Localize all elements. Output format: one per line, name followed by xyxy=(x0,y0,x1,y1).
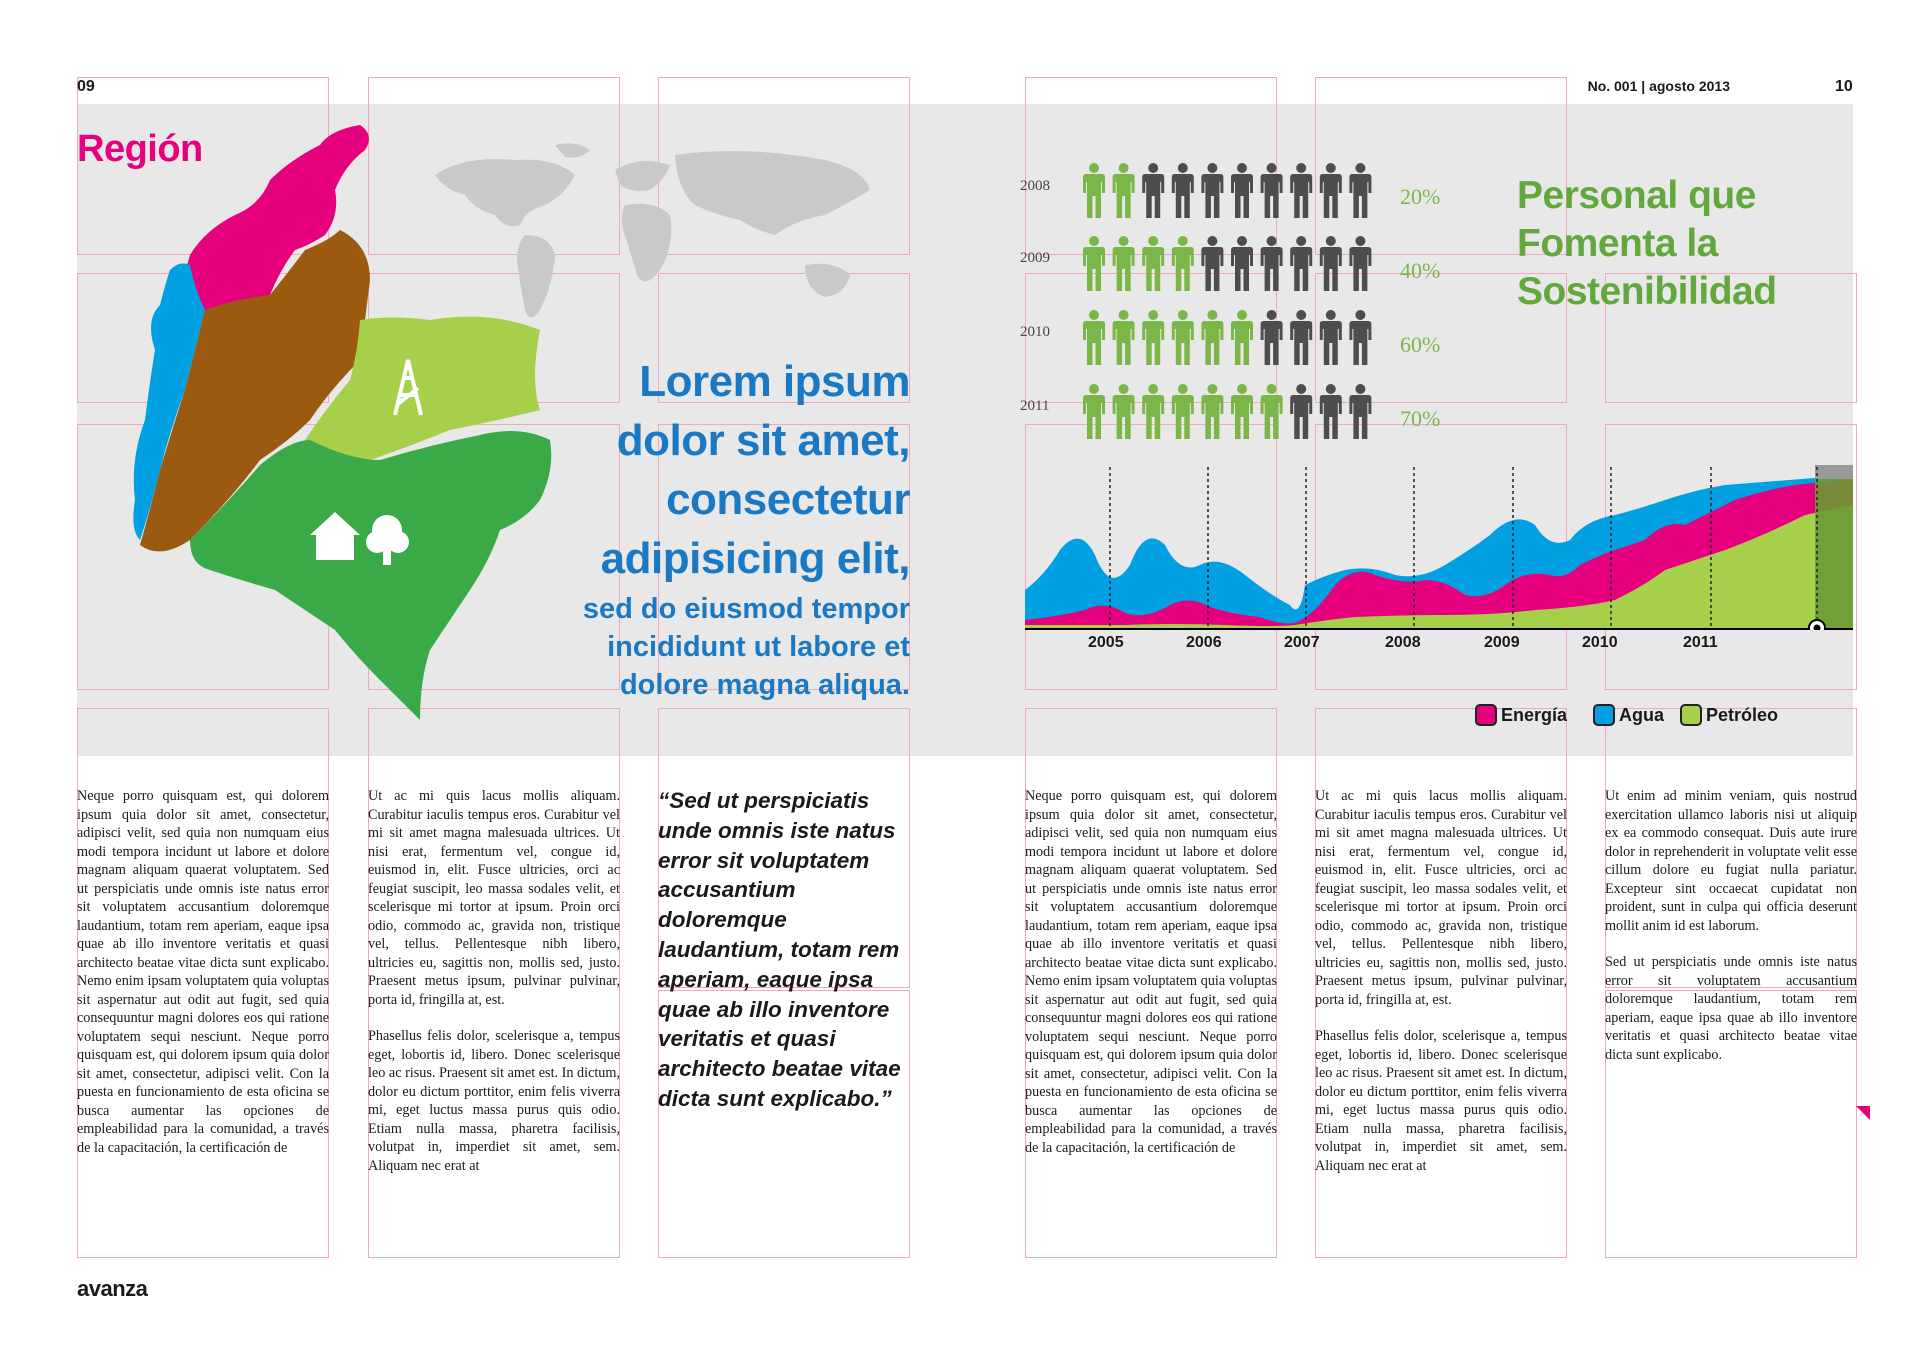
headline-line: Lorem ipsum xyxy=(639,357,910,406)
person-icon xyxy=(1172,384,1194,439)
person-icon xyxy=(1320,384,1342,439)
person-icon xyxy=(1261,163,1283,218)
person-icon xyxy=(1113,384,1135,439)
x-tick-label: 2010 xyxy=(1582,634,1618,651)
person-icon xyxy=(1231,310,1253,365)
person-icon xyxy=(1290,310,1312,365)
x-tick-label: 2011 xyxy=(1683,634,1718,651)
person-icon xyxy=(1142,310,1164,365)
legend-label: Petróleo xyxy=(1706,704,1779,725)
person-icon xyxy=(1142,384,1164,439)
person-icon xyxy=(1231,384,1253,439)
person-icon xyxy=(1349,310,1371,365)
infographic-title xyxy=(1517,172,1817,316)
pictogram-value-label: 70% xyxy=(1400,406,1441,431)
person-icon xyxy=(1142,236,1164,291)
body-paragraph: Sed ut perspiciatis unde omnis iste natus error sit voluptatem accusantium doloremque laudantium, totam rem aperiam, eaque ipsa quae ab illo inventore veritatis et quasi architecto beatae vitae dicta sunt explicabo. xyxy=(1605,954,1857,1063)
right-page-number: 10 xyxy=(1835,78,1853,95)
legend-swatch xyxy=(1475,704,1497,726)
pictogram-value-label: 60% xyxy=(1400,332,1441,357)
person-icon xyxy=(1172,310,1194,365)
left-text-column-1 xyxy=(77,787,329,1157)
person-icon xyxy=(1349,384,1371,439)
person-icon xyxy=(1113,310,1135,365)
pictogram-year: 2009 xyxy=(1020,250,1050,266)
area-chart-shade xyxy=(1815,465,1853,630)
body-paragraph: Ut ac mi quis lacus mollis aliquam. Curabitur iaculis tempus eros. Curabitur vel mi sit amet magna malesuada ultrices. Ut nisi erat, fermentum vel, congue id, euismod in, elit. Fusce ultricies, orci ac feugiat suscipit, leo massa sodales velit, et scelerisque mi tortor at ipsum. Proin orci odio, commodo ac, gravida non, tristique vel, tellus. Pellentesque nibh libero, ultricies eu, sagittis non, mollis sed, justo. Praesent metus ipsum, pulvinar pulvinar, porta id, fringilla at, est. xyxy=(368,788,620,1008)
person-icon xyxy=(1083,384,1105,439)
person-icon xyxy=(1231,163,1253,218)
section-title: Región xyxy=(77,128,203,170)
pictogram-year: 2010 xyxy=(1020,324,1050,340)
x-tick-label: 2007 xyxy=(1284,634,1320,651)
headline-line: adipisicing elit, xyxy=(600,534,910,583)
left-text-column-2 xyxy=(368,787,620,1175)
person-icon xyxy=(1261,236,1283,291)
person-icon xyxy=(1231,236,1253,291)
title-line: Personal que xyxy=(1517,174,1756,217)
legend-swatch xyxy=(1680,704,1702,726)
headline-line: consectetur xyxy=(666,475,910,524)
subhead-line: sed do eiusmod tempor xyxy=(582,593,910,625)
legend-item-energia xyxy=(1475,704,1567,726)
person-icon xyxy=(1113,236,1135,291)
left-page-number: 09 xyxy=(77,78,95,95)
region-map xyxy=(130,120,570,740)
person-icon xyxy=(1290,163,1312,218)
x-tick-label: 2006 xyxy=(1186,634,1222,651)
end-mark-icon xyxy=(1856,1106,1870,1120)
person-icon xyxy=(1349,163,1371,218)
pictogram-year: 2011 xyxy=(1020,398,1050,414)
area-chart-top-shade xyxy=(1815,465,1853,479)
person-icon xyxy=(1201,310,1223,365)
person-icon xyxy=(1201,236,1223,291)
person-icon xyxy=(1320,310,1342,365)
legend-label: Energía xyxy=(1501,704,1568,725)
person-icon xyxy=(1201,384,1223,439)
body-paragraph: Neque porro quisquam est, qui dolorem ipsum quia dolor sit amet, consectetur, adipisci velit, sed quia non numquam eius modi tempora incidunt ut labore et dolore magnam aliquam quaerat voluptatem. Sed ut perspiciatis unde omnis iste natus error sit voluptatem accusantium doloremque laudantium, totam rem aperiam, eaque ipsa quae ab illo inventore veritatis et quasi architecto beatae vitae dicta sunt explicabo. Nemo enim ipsam voluptatem quia voluptas sit aspernatur aut odit aut fugit, sed quia consequuntur magni dolores eos qui ratione voluptatem sequi nesciunt. Neque porro quisquam est, qui dolorem ipsum quia dolor sit amet, consectetur, adipisci velit. Con la puesta en funcionamiento de esta oficina se busca aumentar las opciones de empleabilidad para la comunidad, a través de la capacitación, la certificación de xyxy=(1025,788,1277,1156)
pictogram-value-label: 40% xyxy=(1400,258,1441,283)
person-icon xyxy=(1113,163,1135,218)
person-icon xyxy=(1083,310,1105,365)
body-paragraph: Ut ac mi quis lacus mollis aliquam. Curabitur iaculis tempus eros. Curabitur vel mi sit amet magna malesuada ultrices. Ut nisi erat, fermentum vel, congue id, euismod in, elit. Fusce ultricies, orci ac feugiat suscipit, leo massa sodales velit, et scelerisque mi tortor at ipsum. Proin orci odio, commodo ac, gravida non, tristique vel, tellus. Pellentesque nibh libero, ultricies eu, sagittis non, mollis sed, justo. Praesent metus ipsum, pulvinar pulvinar, porta id, fringilla at, est. xyxy=(1315,788,1567,1008)
person-icon xyxy=(1172,236,1194,291)
legend-item-petroleo xyxy=(1680,704,1778,726)
target-marker-icon xyxy=(1809,620,1825,630)
legend-label: Agua xyxy=(1619,704,1664,725)
person-icon xyxy=(1172,163,1194,218)
body-paragraph: Phasellus felis dolor, scelerisque a, tempus eget, lobortis id, libero. Donec scelerisque leo ac risus. Praesent sit amet est. In dictum, dolor eu dictum porttitor, enim felis viverra mi, eget luctus massa purus quis odio. Etiam nulla massa, pharetra facilisis, volutpat in, imperdiet sit amet, sem. Aliquam nec erat at xyxy=(1315,1028,1567,1174)
right-text-column-2 xyxy=(1315,787,1567,1175)
person-icon xyxy=(1290,384,1312,439)
x-tick-label: 2008 xyxy=(1385,634,1421,651)
body-paragraph: Ut enim ad minim veniam, quis nostrud exercitation ullamco laboris nisi ut aliquip ex ea commodo consequat. Duis aute irure dolor in reprehenderit in voluptate velit esse cillum dolore eu fugiat nulla pariatur. Excepteur sint occaecat cupidatat non proident, sunt in culpa qui officia deserunt mollit anim id est laborum. xyxy=(1605,788,1857,934)
person-icon xyxy=(1261,310,1283,365)
body-paragraph: Neque porro quisquam est, qui dolorem ipsum quia dolor sit amet, consectetur, adipisci velit, sed quia non numquam eius modi tempora incidunt ut labore et dolore magnam aliquam quaerat voluptatem. Sed ut perspiciatis unde omnis iste natus error sit voluptatem accusantium doloremque laudantium, totam rem aperiam, eaque ipsa quae ab illo inventore veritatis et quasi architecto beatae vitae dicta sunt explicabo. Nemo enim ipsam voluptatem quia voluptas sit aspernatur aut odit aut fugit, sed quia consequuntur magni dolores eos qui ratione voluptatem sequi nesciunt. Neque porro quisquam est, qui dolorem ipsum quia dolor sit amet, consectetur, adipisci velit. Con la puesta en funcionamiento de esta oficina se busca aumentar las opciones de empleabilidad para la comunidad, a través de la capacitación, la certificación de xyxy=(77,788,329,1156)
right-text-column-3 xyxy=(1605,787,1857,1064)
right-text-column-1 xyxy=(1025,787,1277,1157)
person-icon xyxy=(1201,163,1223,218)
title-line: Sostenibilidad xyxy=(1517,270,1777,313)
person-icon xyxy=(1320,163,1342,218)
brand-logo: avanza xyxy=(77,1276,148,1301)
subhead-line: dolore magna aliqua. xyxy=(619,669,910,701)
title-line: Fomenta la xyxy=(1517,222,1718,265)
pictogram-row xyxy=(1083,236,1383,292)
legend-swatch xyxy=(1593,704,1615,726)
pictogram-row xyxy=(1083,163,1383,219)
person-icon xyxy=(1349,236,1371,291)
person-icon xyxy=(1261,384,1283,439)
pull-quote: “Sed ut perspiciatis unde omnis iste natus error sit voluptatem accusantium doloremque laudantium, totam rem aperiam, eaque ipsa quae ab illo inventore veritatis et quasi architecto beatae vitae dicta sunt explicabo.” xyxy=(658,788,901,1111)
area-chart xyxy=(1025,465,1853,630)
person-icon xyxy=(1142,163,1164,218)
headline-line: dolor sit amet, xyxy=(616,416,910,465)
subhead-line: incididunt ut labore et xyxy=(607,631,910,663)
body-paragraph: Phasellus felis dolor, scelerisque a, tempus eget, lobortis id, libero. Donec scelerisque leo ac risus. Praesent sit amet est. In dictum, dolor eu dictum porttitor, enim felis viverra mi, eget luctus massa purus quis odio. Etiam nulla massa, pharetra facilisis, volutpat in, imperdiet sit amet, sem. Aliquam nec erat at xyxy=(368,1028,620,1174)
x-tick-label: 2005 xyxy=(1088,634,1124,651)
person-icon xyxy=(1083,236,1105,291)
person-icon xyxy=(1320,236,1342,291)
pictogram-row xyxy=(1083,310,1383,366)
pictogram-value-label: 20% xyxy=(1400,184,1441,209)
person-icon xyxy=(1290,236,1312,291)
headline xyxy=(520,352,910,704)
issue-label: No. 001 | agosto 2013 xyxy=(1587,78,1730,94)
pictogram-year: 2008 xyxy=(1020,178,1050,194)
x-tick-label: 2009 xyxy=(1484,634,1520,651)
pictogram-row xyxy=(1083,384,1383,440)
person-icon xyxy=(1083,163,1105,218)
legend-item-agua xyxy=(1593,704,1664,726)
